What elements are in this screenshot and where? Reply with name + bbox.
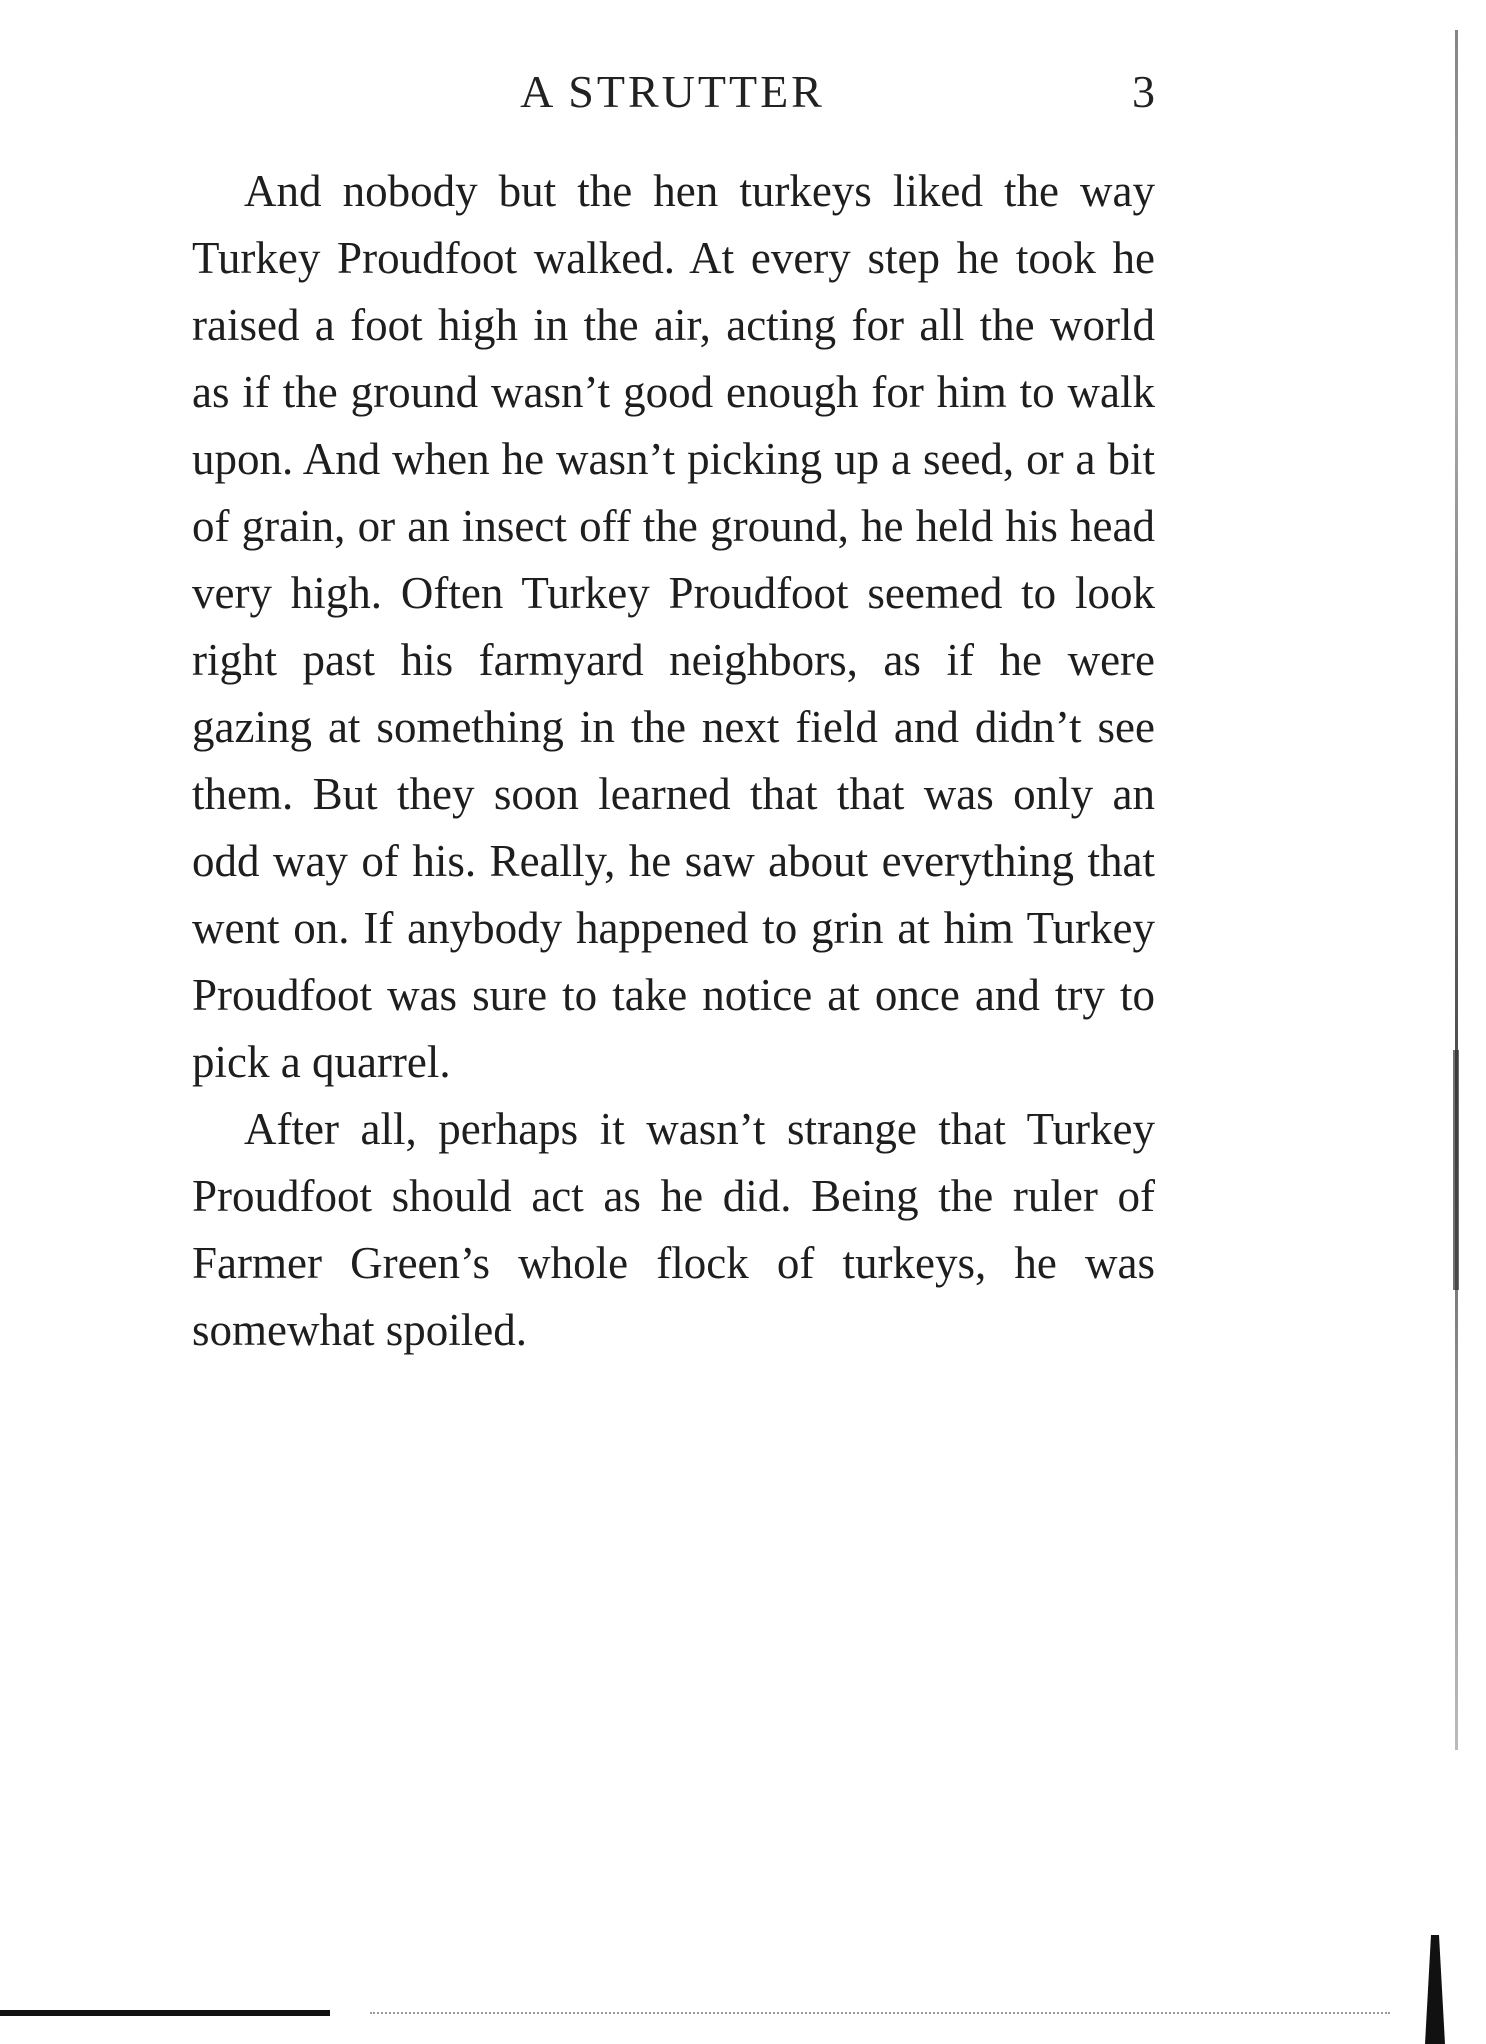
running-title: A STRUTTER <box>520 66 825 117</box>
scan-bottom-rule <box>0 2010 330 2016</box>
body-text <box>192 158 1155 1364</box>
paragraph-1: And nobody but the hen turkeys liked the way Turkey Proudfoot walked. At every step he took he raised a foot high in the air, acting for all the world as if the ground wasn’t good enough for him to walk upon. And when he wasn’t picking up a seed, or a bit of grain, or an insect off the ground, he held his head very high. Often Turkey Proudfoot seemed to look right past his farmyard neighbors, as if he were gazing at something in the next field and didn’t see them. But they soon learned that that was only an odd way of his. Really, he saw about everything that went on. If anybody happened to grin at him Turkey Proudfoot was sure to take notice at once and try to pick a quarrel. <box>192 166 1155 1087</box>
running-head <box>190 62 1155 122</box>
paragraph-2: After all, perhaps it wasn’t strange that Turkey Proudfoot should act as he did. Being the ruler of Farmer Green’s whole flock of turkeys, he was somewhat spoiled. <box>192 1104 1155 1355</box>
scan-edge-shadow <box>1453 1050 1459 1290</box>
scan-corner-mark <box>1425 1935 1445 2044</box>
scan-edge-line <box>1455 30 1458 1750</box>
scan-bottom-dotted-rule <box>370 2012 1390 2014</box>
page-number: 3 <box>1132 66 1155 117</box>
